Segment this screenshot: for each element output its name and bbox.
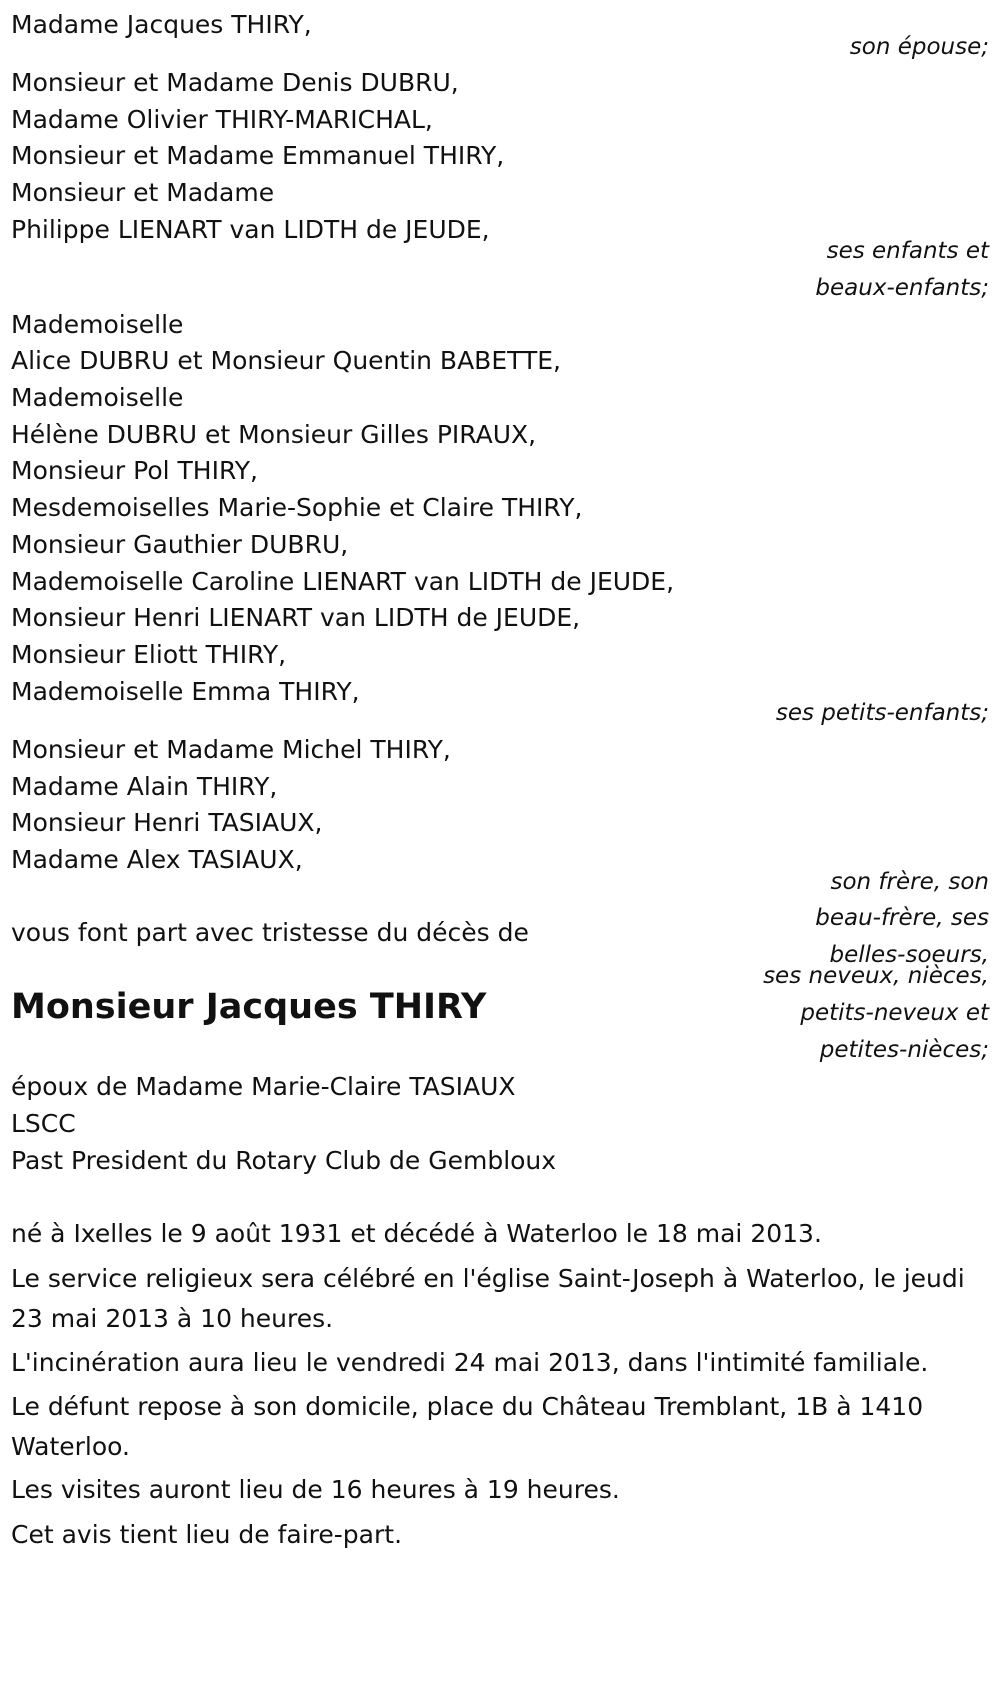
deceased-title: époux de Madame Marie-Claire TASIAUX	[11, 1072, 516, 1101]
detail-paragraph: L'incinération aura lieu le vendredi 24 mai 2013, dans l'intimité familiale.	[11, 1348, 929, 1377]
relation-label: petits-neveux et	[800, 1000, 989, 1026]
relation-label: ses neveux, nièces,	[763, 963, 989, 989]
detail-paragraph: Cet avis tient lieu de faire-part.	[11, 1520, 403, 1549]
relation-label: son épouse;	[849, 34, 989, 60]
relation-label: ses petits-enfants;	[775, 700, 989, 726]
detail-paragraph: Le défunt repose à son domicile, place du Château Tremblant, 1B à 1410 Waterloo.	[11, 1392, 924, 1461]
mourner-line: Monsieur Eliott THIRY,	[11, 640, 287, 669]
deceased-name: Monsieur Jacques THIRY	[11, 987, 487, 1027]
announcement-text: vous font part avec tristesse du décès de	[11, 918, 529, 947]
mourner-line: Mademoiselle	[11, 383, 184, 412]
mourner-line: Monsieur et Madame	[11, 178, 275, 207]
mourner-line: Madame Alex TASIAUX,	[11, 845, 303, 874]
relation-label: beau-frère, ses	[815, 905, 989, 931]
relation-label: son frère, son	[830, 869, 989, 895]
mourner-line: Alice DUBRU et Monsieur Quentin BABETTE,	[11, 346, 561, 375]
mourner-line: Philippe LIENART van LIDTH de JEUDE,	[11, 215, 490, 244]
deceased-title: LSCC	[11, 1109, 76, 1138]
mourner-line: Mademoiselle Emma THIRY,	[11, 677, 360, 706]
relation-label: petites-nièces;	[819, 1037, 989, 1063]
mourner-line: Monsieur Gauthier DUBRU,	[11, 530, 349, 559]
mourner-line: Monsieur Pol THIRY,	[11, 456, 258, 485]
mourner-line: Hélène DUBRU et Monsieur Gilles PIRAUX,	[11, 420, 537, 449]
mourner-line: Madame Jacques THIRY,	[11, 10, 312, 39]
mourner-line: Monsieur Henri TASIAUX,	[11, 808, 323, 837]
mourner-line: Monsieur et Madame Emmanuel THIRY,	[11, 141, 505, 170]
detail-paragraph: Le service religieux sera célébré en l'église Saint-Joseph à Waterloo, le jeudi 23 mai 2013 à 10 heures.	[11, 1264, 965, 1333]
mourner-line: Madame Olivier THIRY-MARICHAL,	[11, 105, 433, 134]
mourner-line: Mademoiselle	[11, 310, 184, 339]
relation-label: ses enfants et	[826, 238, 989, 264]
deceased-title: Past President du Rotary Club de Gembloux	[11, 1146, 557, 1175]
detail-paragraph: Les visites auront lieu de 16 heures à 19 heures.	[11, 1475, 620, 1504]
mourner-line: Mademoiselle Caroline LIENART van LIDTH de JEUDE,	[11, 567, 675, 596]
mourner-line: Monsieur et Madame Denis DUBRU,	[11, 68, 459, 97]
detail-paragraph: né à Ixelles le 9 août 1931 et décédé à Waterloo le 18 mai 2013.	[11, 1219, 822, 1248]
mourner-line: Monsieur Henri LIENART van LIDTH de JEUDE,	[11, 603, 581, 632]
mourner-line: Mesdemoiselles Marie-Sophie et Claire THIRY,	[11, 493, 583, 522]
relation-label: belles-soeurs,	[829, 942, 989, 968]
mourner-line: Madame Alain THIRY,	[11, 772, 278, 801]
mourner-line: Monsieur et Madame Michel THIRY,	[11, 735, 451, 764]
relation-label: beaux-enfants;	[815, 275, 989, 301]
